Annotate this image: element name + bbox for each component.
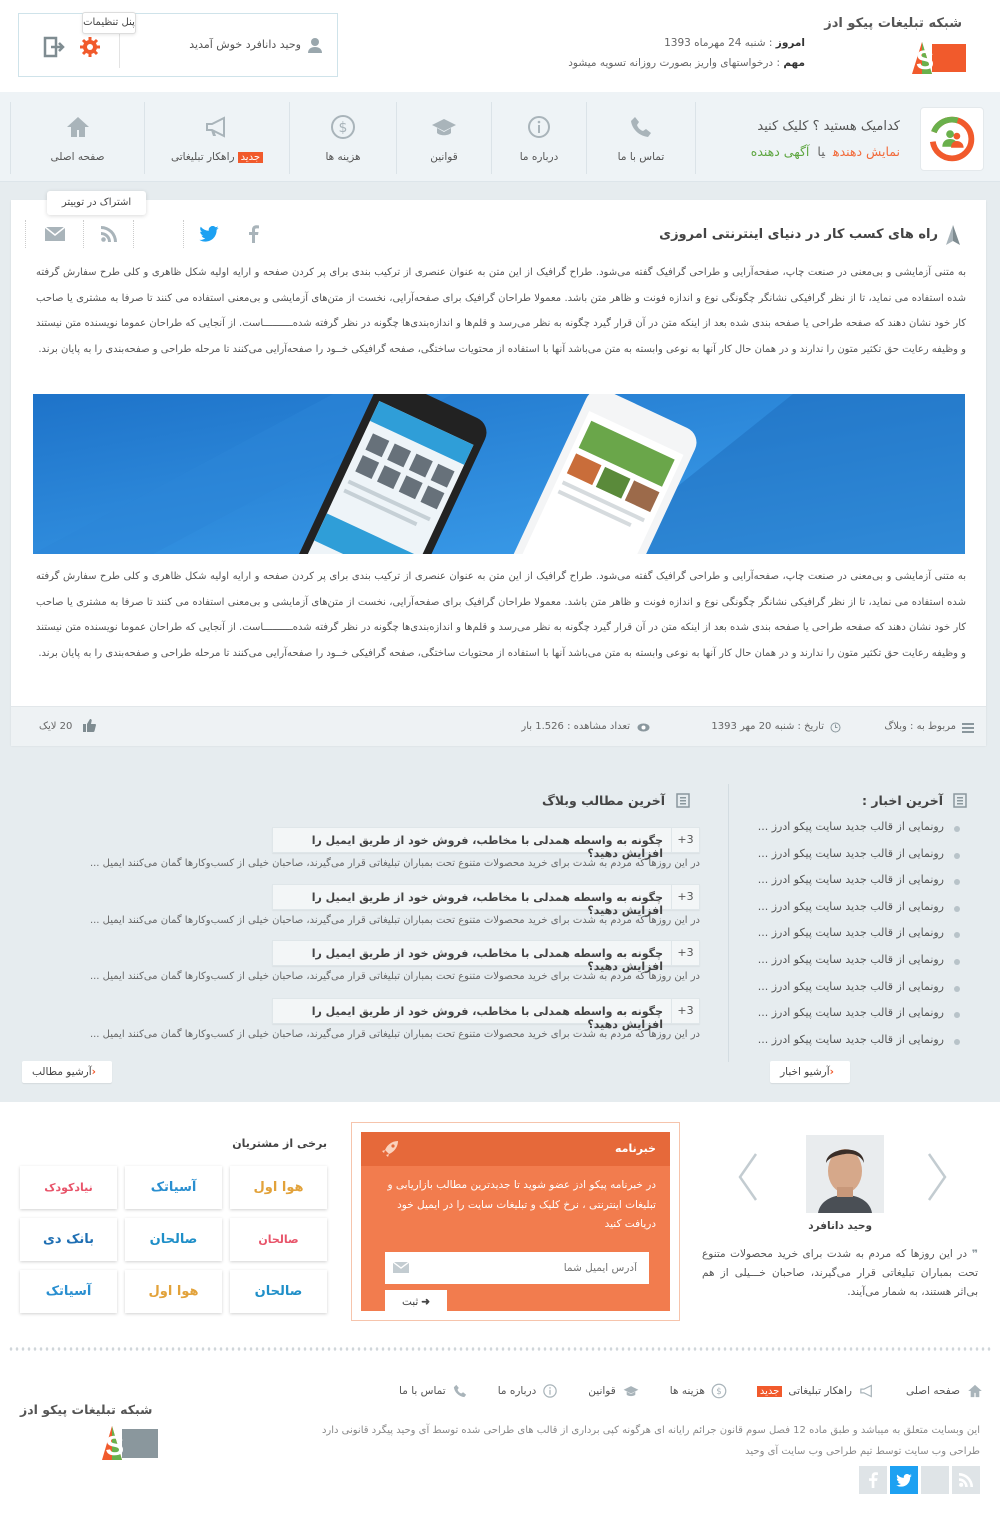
customer-logo[interactable]: صالحان — [230, 1218, 327, 1261]
twitter-icon — [896, 1474, 912, 1487]
footer-nav-ad-solution[interactable]: راهکار تبلیغاتی جدید — [757, 1383, 876, 1399]
chevron-left-icon: ‹ — [829, 1066, 834, 1078]
user-type-question: کدامیک هستید ؟ کلیک کنید — [757, 119, 900, 134]
footer-rss-button[interactable] — [952, 1466, 980, 1494]
blog-section-icon — [676, 793, 690, 808]
advertiser-link[interactable]: آگهی دهنده — [750, 144, 810, 159]
article-title: راه های کسب کار در دنیای اینترنتی امروزی — [659, 227, 938, 242]
graduation-cap-icon — [431, 114, 457, 140]
info-icon — [526, 114, 552, 140]
blog-post-excerpt: در این روزها که مردم به شدت برای خرید محصولات متنوع تحت بمباران تبلیغاتی قرار می‌گیرند، صاحبان خیلی از کسب‌وکارها گمان می‌کنند ایمیل ... — [89, 1029, 700, 1040]
share-twitter[interactable] — [183, 220, 233, 248]
twitter-icon — [199, 226, 219, 242]
footer-divider — [8, 1345, 992, 1353]
google-plus-icon — [924, 1472, 946, 1488]
user-type-icon[interactable] — [920, 107, 984, 171]
blog-post — [35, 998, 700, 1048]
user-icon — [307, 37, 323, 53]
nav-item-contact[interactable] — [586, 102, 696, 174]
footer-social — [859, 1466, 980, 1494]
rss-icon — [959, 1473, 973, 1487]
notice-line: مهم : درخواستهای واریز بصورت روزانه تسویه میشود — [568, 57, 805, 69]
svg-text:$: $ — [716, 1387, 722, 1398]
info-icon — [542, 1383, 558, 1399]
main-nav — [0, 92, 1000, 182]
phone-icon — [452, 1383, 468, 1399]
news-item[interactable]: رونمایی از قالب جدید سایت پیکو ادرز ... — [730, 1033, 960, 1060]
share-facebook[interactable] — [233, 220, 275, 248]
customer-logo[interactable]: نیادکودک — [20, 1166, 117, 1209]
newsletter-box — [351, 1122, 680, 1321]
footer-twitter-button[interactable] — [890, 1466, 918, 1494]
news-section-title: آخرین اخبار : — [862, 793, 943, 808]
share-email[interactable] — [25, 220, 83, 248]
footer-nav — [369, 1383, 984, 1399]
nav-label: صفحه اصلی — [50, 151, 105, 163]
google-plus-icon — [148, 226, 170, 242]
footer-nav-rules[interactable]: قوانین — [588, 1383, 639, 1399]
nav-item-pricing[interactable] — [289, 102, 396, 174]
news-item[interactable]: رونمایی از قالب جدید سایت پیکو ادرز ... — [730, 980, 960, 1007]
graduation-cap-icon — [622, 1383, 640, 1399]
testimonial-avatar — [806, 1135, 884, 1213]
news-item[interactable]: رونمایی از قالب جدید سایت پیکو ادرز ... — [730, 847, 960, 874]
customer-logo[interactable]: هوا اول — [230, 1166, 327, 1209]
news-item[interactable]: رونمایی از قالب جدید سایت پیکو ادرز ... — [730, 926, 960, 953]
newsletter-text: در خبرنامه پیکو ادز عضو شوید تا جدیدترین مطالب بازاریابی و تبلیغات اینترنتی ، نرخ کلیک و تبلیغات سایت را در ایمیل خود دریافت کنید — [387, 1179, 656, 1230]
user-type-options — [751, 144, 900, 159]
publisher-link[interactable]: نمایش دهنده — [833, 144, 900, 159]
customer-logo[interactable]: بانک دی — [20, 1218, 117, 1261]
article-paragraph: به متنی آزمایشی و بی‌معنی در صنعت چاپ، صفحه‌آرایی و طراحی گرافیک گفته می‌شود. طراح گرافیک از این متن به عنوان عنصری از ترکیب بندی برای پر کردن صفحه و ارایه اولیه شکل ظاهری و کلی طرح سفارش گرفته شده استفاده می نماید، تا از نظر گرافیکی نشانگر چگونگی نوع و اندازه فونت و ظاهر متن باشد. معمولا طراحان گرافیک برای صفحه‌آرایی، نخست از متن‌های آزمایشی و بی‌معنی استفاده می کنند تا صرفا به مشتری یا صاحب کار خود نشان دهند که صفحه طراحی یا صفحه بندی شده بعد از اینکه متن در آن قرار گیرد چگونه به نظر می‌رسد و قلم‌ها و اندازه‌بندی‌ها چگونه در نظر گرفته شده‌ــــــــــاست. از آنجایی که طراحان عموما نویسنده متن نیستند و وظیفه رعایت حق تکثیر متون را ندارند و در همان حال کار آنها به نوعی وابسته به متن می‌باشد آنها با استفاده از محتویات ساختگی، صفحه گرافیکی خــود را صفحه‌آرایی می‌کنند تا مرحله طراحی و صفحه‌بندی را به پایان برند. — [36, 267, 966, 355]
dollar-icon — [330, 114, 356, 140]
welcome-text: وحید دانافرد خوش آمدید — [189, 38, 301, 51]
svg-text:$: $ — [338, 120, 348, 136]
blog-archive-button[interactable]: ‹آرشیو مطالب — [22, 1061, 112, 1083]
prev-arrow-icon[interactable] — [738, 1152, 760, 1202]
megaphone-icon — [858, 1383, 876, 1399]
share-google-plus[interactable] — [133, 220, 183, 248]
share-rss[interactable] — [83, 220, 133, 248]
new-badge: جدید — [757, 1386, 782, 1397]
svg-text:DS: DS — [896, 45, 934, 75]
testimonial-text: ❞ در این روزها که مردم به شدت برای خرید محصولات متنوع تحت بمباران تبلیغاتی قرار می‌گیرند، صاحبان خـــیلی از هم بی‌اثر هستند، به شمار می‌آیند. — [702, 1248, 978, 1298]
blog-post-title[interactable]: چگونه به واسطه همدلی با مخاطب، فروش خود از طریق ایمیل را افزایش دهید؟ — [311, 891, 663, 917]
news-list — [730, 820, 960, 1059]
phone-icon — [628, 114, 654, 140]
news-item[interactable]: رونمایی از قالب جدید سایت پیکو ادرز ... — [730, 820, 960, 847]
nav-label: درباره ما — [519, 151, 559, 163]
nav-label: تماس با ما — [617, 151, 665, 163]
blog-post-header[interactable] — [272, 940, 700, 973]
news-item[interactable]: رونمایی از قالب جدید سایت پیکو ادرز ... — [730, 953, 960, 980]
footer-nav-about[interactable]: درباره ما — [498, 1383, 559, 1399]
mail-icon — [393, 1262, 409, 1273]
footer-nav-home[interactable]: صفحه اصلی — [906, 1383, 984, 1399]
blog-post-excerpt: در این روزها که مردم به شدت برای خرید محصولات متنوع تحت بمباران تبلیغاتی قرار می‌گیرند، صاحبان خیلی از کسب‌وکارها گمان می‌کنند ایمیل ... — [89, 915, 700, 926]
chevron-left-icon: ‹ — [91, 1066, 96, 1078]
comment-count: +3 — [671, 941, 699, 965]
thumbs-up-icon[interactable] — [83, 719, 96, 732]
mail-icon — [45, 227, 65, 241]
article-paragraph: به متنی آزمایشی و بی‌معنی در صنعت چاپ، صفحه‌آرایی و طراحی گرافیک گفته می‌شود. طراح گرافیک از این متن به عنوان عنصری از ترکیب بندی برای پر کردن صفحه و ارایه اولیه شکل ظاهری و کلی طرح سفارش گرفته شده استفاده می نماید، تا از نظر گرافیکی نشانگر چگونگی نوع و اندازه فونت و ظاهر متن باشد. معمولا طراحان گرافیک برای صفحه‌آرایی، نخست از متن‌های آزمایشی و بی‌معنی استفاده می کنند تا صرفا به مشتری یا صاحب کار خود نشان دهند که صفحه طراحی یا صفحه بندی شده بعد از اینکه متن در آن قرار گیرد چگونه به نظر می‌رسد و قلم‌ها و اندازه‌بندی‌ها چگونه در نظر گرفته شده‌ــــــــــاست. از آنجایی که طراحان عموما نویسنده متن نیستند و وظیفه رعایت حق تکثیر متون را ندارند و در همان حال کار آنها به نوعی وابسته به متن می‌باشد آنها با استفاده از محتویات ساختگی، صفحه گرافیکی خــود را صفحه‌آرایی می‌کنند تا مرحله طراحی و صفحه‌بندی را به پایان برند. — [36, 571, 966, 659]
blog-post-title[interactable]: چگونه به واسطه همدلی با مخاطب، فروش خود از طریق ایمیل را افزایش دهید؟ — [311, 1005, 663, 1031]
panel-settings-tooltip: پنل تنظیمات — [82, 12, 136, 34]
nav-label: هزینه ها — [325, 151, 361, 163]
svg-text:DS: DS — [85, 1430, 124, 1461]
or-text: یا — [817, 144, 825, 159]
footer-logo-title: شبکه تبلیغات پیکو ادز — [20, 1402, 153, 1417]
nav-item-ad-solution[interactable] — [144, 102, 289, 174]
newsletter-title: خبرنامه — [614, 1142, 656, 1155]
footer-logo[interactable] — [18, 1422, 158, 1462]
site-logo[interactable] — [830, 38, 966, 76]
blog-post — [35, 884, 700, 934]
blog-post — [35, 940, 700, 990]
share-bar — [25, 220, 275, 248]
next-arrow-icon[interactable] — [925, 1152, 947, 1202]
footer-google-plus-button[interactable] — [921, 1466, 949, 1494]
customer-logo[interactable]: صالحان — [230, 1270, 327, 1313]
list-icon — [962, 723, 974, 733]
blog-post-header[interactable] — [272, 998, 700, 1031]
footer-facebook-button[interactable] — [859, 1466, 887, 1494]
customers-title: برخی از مشتریان — [232, 1137, 327, 1150]
newsletter-inner — [361, 1132, 670, 1311]
nav-item-home[interactable] — [10, 102, 144, 174]
copyright-text — [250, 1420, 980, 1462]
newsletter-email-input[interactable] — [385, 1252, 649, 1284]
gear-icon[interactable] — [79, 36, 101, 58]
news-item[interactable]: رونمایی از قالب جدید سایت پیکو ادرز ... — [730, 1006, 960, 1033]
blog-post-header[interactable] — [272, 827, 700, 860]
user-box — [18, 13, 338, 77]
nav-items — [10, 102, 696, 174]
quote-icon: ❞ — [967, 1248, 978, 1260]
article-likes: 20 لایک — [39, 721, 73, 732]
nav-item-rules[interactable] — [396, 102, 491, 174]
newsletter-header — [361, 1132, 670, 1166]
title-arrow-icon — [946, 225, 960, 245]
testimonial-name: وحید دانافرد — [808, 1220, 872, 1232]
comment-count: +3 — [671, 828, 699, 852]
customer-logo[interactable]: هوا اول — [125, 1270, 222, 1313]
news-item[interactable]: رونمایی از قالب جدید سایت پیکو ادرز ... — [730, 873, 960, 900]
design-credit: طراحی وب سایت توسط تیم طراحی وب سایت آی وحید — [745, 1446, 980, 1457]
facebook-icon — [249, 225, 259, 243]
dollar-icon — [711, 1383, 727, 1399]
header — [0, 0, 1000, 92]
nav-label: قوانین — [430, 151, 458, 163]
blog-post-excerpt: در این روزها که مردم به شدت برای خرید محصولات متنوع تحت بمباران تبلیغاتی قرار می‌گیرند، صاحبان خیلی از کسب‌وکارها گمان می‌کنند ایمیل ... — [89, 858, 700, 869]
customers-grid — [20, 1166, 330, 1313]
blog-post-title[interactable]: چگونه به واسطه همدلی با مخاطب، فروش خود از طریق ایمیل را افزایش دهید؟ — [311, 947, 663, 973]
rss-icon — [101, 226, 117, 242]
home-icon — [65, 114, 91, 140]
comment-count: +3 — [671, 885, 699, 909]
news-archive-button[interactable]: ‹آرشیو اخبار — [770, 1061, 850, 1083]
footer-nav-pricing[interactable]: $ هزینه ها — [670, 1383, 727, 1399]
new-badge: جدید — [238, 152, 263, 163]
news-section-icon — [953, 793, 967, 808]
blog-post-excerpt: در این روزها که مردم به شدت برای خرید محصولات متنوع تحت بمباران تبلیغاتی قرار می‌گیرند، صاحبان خیلی از کسب‌وکارها گمان می‌کنند ایمیل ... — [89, 971, 700, 982]
blog-section-title: آخرین مطالب وبلاگ — [541, 793, 665, 808]
article-category[interactable]: مربوط به : وبلاگ — [884, 721, 956, 732]
blog-post — [35, 827, 700, 877]
customer-logo[interactable]: آسیاتک — [125, 1166, 222, 1209]
column-separator — [728, 784, 729, 1062]
customer-logo[interactable]: صالحان — [125, 1218, 222, 1261]
clock-icon — [830, 722, 841, 733]
customer-logo[interactable]: آسیاتک — [20, 1270, 117, 1313]
megaphone-icon — [204, 114, 230, 140]
nav-label: جدیدراهکار تبلیغاتی — [145, 151, 289, 163]
home-icon — [966, 1383, 984, 1399]
facebook-icon — [869, 1472, 878, 1488]
article-hero-image — [33, 394, 965, 554]
date-line: امروز : شنبه 24 مهرماه 1393 — [664, 37, 805, 49]
arrow-right-icon: ➜ — [418, 1296, 431, 1308]
copyright-line: این وبسایت متعلق به میباشد و طبق ماده 12 فصل سوم قانون جرائم رایانه ای هرگونه کپی برداری از قالب های طراحی شده توسط آی وحید پیگرد قانونی دارد — [321, 1425, 980, 1436]
article-meta — [11, 706, 986, 746]
blog-post-title[interactable]: چگونه به واسطه همدلی با مخاطب، فروش خود از طریق ایمیل را افزایش دهید؟ — [311, 834, 663, 860]
rocket-icon — [381, 1140, 399, 1158]
blog-post-header[interactable] — [272, 884, 700, 917]
article-date: تاریخ : شنبه 20 مهر 1393 — [711, 721, 824, 732]
logout-icon[interactable] — [43, 36, 65, 58]
footer-nav-contact[interactable]: تماس با ما — [399, 1383, 468, 1399]
eye-icon — [637, 723, 650, 732]
comment-count: +3 — [671, 999, 699, 1023]
nav-item-about[interactable] — [491, 102, 586, 174]
logo-title: شبکه تبلیغات پیکو ادز — [824, 16, 962, 31]
newsletter-submit-button[interactable]: ➜ ثبت — [385, 1290, 447, 1314]
news-item[interactable]: رونمایی از قالب جدید سایت پیکو ادرز ... — [730, 900, 960, 927]
share-tooltip: اشتراک در توییتر — [47, 191, 146, 215]
article-views: تعداد مشاهده : 1.526 بار — [521, 721, 630, 732]
